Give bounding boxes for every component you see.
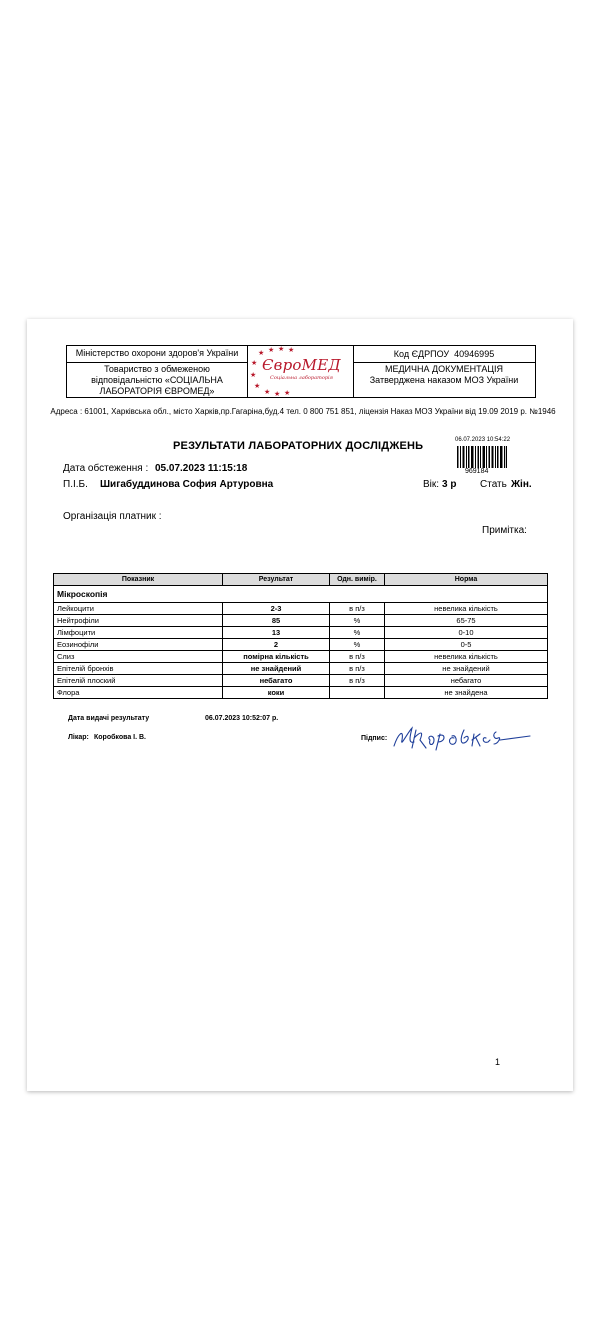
indicator: Флора	[54, 687, 223, 699]
indicator: Слиз	[54, 651, 223, 663]
doctor-name: Коробкова І. В.	[94, 734, 146, 741]
patient-sex: Жін.	[511, 479, 532, 490]
table-row	[54, 639, 548, 651]
col-header-result: Результат	[223, 574, 330, 586]
unit	[330, 687, 385, 699]
col-header-norm: Норма	[385, 574, 548, 586]
indicator: Лімфоцити	[54, 627, 223, 639]
unit: в п/з	[330, 603, 385, 615]
norm: не знайдений	[385, 663, 548, 675]
table-row	[54, 627, 548, 639]
med-doc-label: МЕДИЧНА ДОКУМЕНТАЦІЯ	[384, 364, 504, 374]
result: коки	[223, 687, 330, 699]
indicator: Нейтрофіли	[54, 615, 223, 627]
norm: невелика кількість	[385, 603, 548, 615]
col-header-indicator: Показник	[54, 574, 223, 586]
unit: %	[330, 615, 385, 627]
indicator: Епітелій плоский	[54, 675, 223, 687]
result: 2-3	[223, 603, 330, 615]
table-row	[54, 603, 548, 615]
norm: невелика кількість	[385, 651, 548, 663]
table-row	[54, 663, 548, 675]
barcode-datetime: 06.07.2023 10:54:22	[455, 437, 511, 443]
patient-age: 3 р	[442, 479, 457, 490]
norm: 0-5	[385, 639, 548, 651]
company-name: Товариство з обмеженою відповідальністю «СОЦІАЛЬНА ЛАБОРАТОРІЯ ЄВРОМЕД»	[91, 364, 223, 396]
result: не знайдений	[223, 663, 330, 675]
signature-label: Підпис:	[361, 735, 388, 742]
unit: в п/з	[330, 663, 385, 675]
age-label: Вік:	[423, 479, 440, 490]
col-header-unit: Одн. вимір.	[330, 574, 385, 586]
table-row	[54, 675, 548, 687]
payer-label: Організація платник :	[63, 511, 162, 522]
approved-label: Затверджена наказом МОЗ України	[369, 375, 519, 385]
barcode	[457, 446, 507, 468]
note-label: Примітка:	[482, 525, 527, 536]
page-number: 1	[495, 1057, 501, 1067]
table-header-row	[54, 574, 548, 586]
exam-date: 05.07.2023 11:15:18	[155, 463, 248, 474]
unit: %	[330, 627, 385, 639]
patient-name: Шигабуддинова София Артуровна	[100, 479, 274, 490]
barcode-number: 969184	[465, 468, 489, 475]
unit: в п/з	[330, 651, 385, 663]
indicator: Еозинофіли	[54, 639, 223, 651]
result: 2	[223, 639, 330, 651]
norm: 0-10	[385, 627, 548, 639]
edrpou: Код ЄДРПОУ 40946995	[393, 349, 495, 359]
sex-label: Стать	[480, 479, 507, 490]
unit: в п/з	[330, 675, 385, 687]
table-row	[54, 687, 548, 699]
name-label: П.І.Б.	[63, 479, 88, 490]
norm: небагато	[385, 675, 548, 687]
indicator: Епітелій бронхів	[54, 663, 223, 675]
unit: %	[330, 639, 385, 651]
result: 13	[223, 627, 330, 639]
issue-date: 06.07.2023 10:52:07 р.	[205, 715, 279, 722]
signature	[390, 722, 535, 752]
document-page	[27, 319, 573, 1091]
ministry-name: Міністерство охорони здоров'я України	[75, 348, 239, 358]
address: Адреса : 61001, Харківська обл., місто Харків,пр.Гагаріна,буд.4 тел. 0 800 751 851, ліцензія Наказ МОЗ України від 19.09 2019 р. №1946	[50, 407, 556, 416]
norm: не знайдена	[385, 687, 548, 699]
exam-date-label: Дата обстеження :	[63, 463, 149, 474]
doctor-label: Лікар:	[68, 734, 89, 741]
logo-subtitle: Соціальна лабораторія	[270, 375, 333, 381]
norm: 65-75	[385, 615, 548, 627]
logo-text: ЄвроМЕД	[262, 356, 341, 374]
result: небагато	[223, 675, 330, 687]
section-row	[54, 586, 548, 603]
logo: ★ ★ ★ ★ ★ ★ ★ ★ ★ ★ ЄвроМЕД Соціальна лабораторія	[250, 346, 341, 398]
results-table	[53, 573, 548, 699]
table-row	[54, 615, 548, 627]
indicator: Лейкоцити	[54, 603, 223, 615]
table-row	[54, 651, 548, 663]
page-title: РЕЗУЛЬТАТИ ЛАБОРАТОРНИХ ДОСЛІДЖЕНЬ	[173, 440, 424, 452]
header-table	[66, 345, 536, 398]
result: 85	[223, 615, 330, 627]
section-title: Мікроскопія	[54, 586, 548, 603]
issue-date-label: Дата видачі результату	[68, 715, 150, 722]
result: помірна кількість	[223, 651, 330, 663]
